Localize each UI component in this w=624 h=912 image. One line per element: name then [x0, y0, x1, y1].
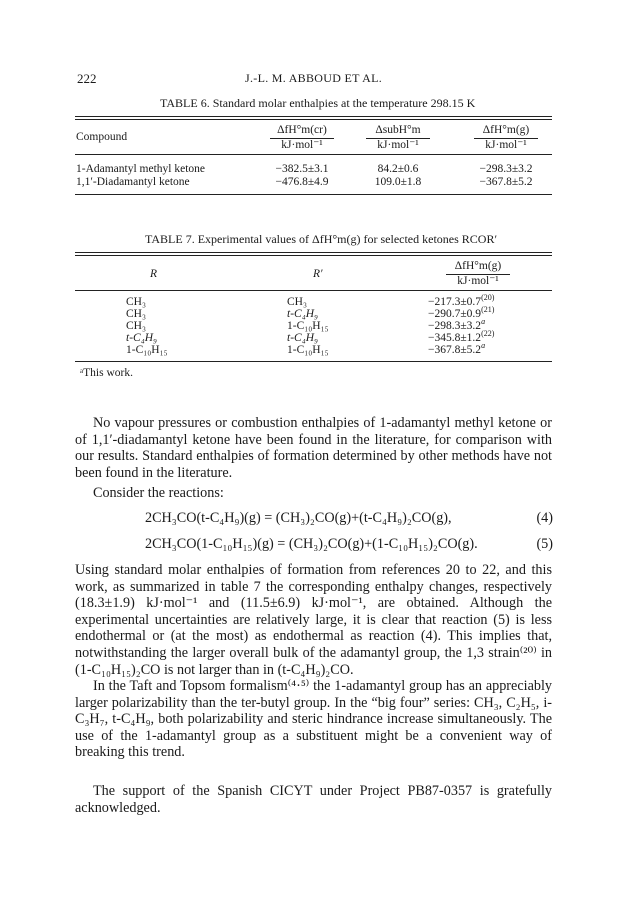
consider-text: Consider the reactions:: [93, 485, 224, 501]
table6-col-cr: ΔfH°m(cr) kJ·mol⁻¹: [262, 124, 342, 152]
table7-col-r: R: [150, 268, 158, 280]
table-row: CH₃ CH₃ $-217.3\pm 0.7^{(20)}$: [126, 293, 495, 308]
equation-4: 2CH₃CO(t-C₄H₉)(g) = (CH₃)₂CO(g)+(t-C₄H₉)₂CO(g), (4): [145, 510, 553, 526]
acknowledgement: The support of the Spanish CICYT under Project PB87-0357 is gratefully acknowledged.: [75, 783, 552, 816]
table-row: CH₃ 1-C₁₀H₁₅ −298.3±3.2$^a$: [126, 317, 486, 332]
table7-caption: TABLE 7. Experimental values of ΔfH°m(g) for selected ketones RCOR′: [145, 232, 498, 246]
table6-col-g: ΔfH°m(g) kJ·mol⁻¹: [466, 124, 546, 152]
table7-bottom-rule: [75, 361, 552, 362]
table6-bottom-rule: [75, 194, 552, 195]
table-row: CH₃ t-C₄H₉ $-290.7\pm 0.9^{(21)}$: [126, 305, 495, 320]
table-row: 1-C₁₀H₁₅ 1-C₁₀H₁₅ −367.8±5.2$^a$: [126, 341, 486, 356]
equation-5: 2CH₃CO(1-C₁₀H₁₅)(g) = (CH₃)₂CO(g)+(1-C₁₀H₁₅)₂CO(g). (5): [145, 536, 553, 552]
paragraph-2: Using standard molar enthalpies of formation from references 20 to 22, and this work, as summarized in table 7 the corresponding enthalpy changes, respectively (18.3±1.9) kJ·mol⁻¹ and (11.5±6.9) kJ·mol⁻¹, are obtained. Although the experimental uncertainties are relatively large, it is clear that reaction (5) is less endothermal or (at the most) as endothermal as reaction (4). This implies that, notwithstanding the larger overall bulk of the adamantyl group, the 1,3 strain⁽²⁰⁾ in (1-C₁₀H₁₅)₂CO is not larger than in (t-C₄H₉)₂CO.: [75, 562, 552, 678]
running-head: J.-L. M. ABBOUD ET AL.: [245, 71, 383, 85]
table7-col-enthalpy: ΔfH°m(g) kJ·mol⁻¹: [438, 260, 518, 288]
table7-footnote: ᵃThis work.: [80, 367, 133, 379]
paragraph-1: No vapour pressures or combustion enthalpies of 1-adamantyl methyl ketone or of 1,1′-diadamantyl ketone have been found in the literature, for comparison with our results. Standard enthalpies of formation determined by other methods have not been found in the literature.: [75, 415, 552, 481]
paragraph-3: In the Taft and Topsom formalism⁽⁴·⁵⁾ the 1-adamantyl group has an appreciably larger polarizability than the ter-butyl group. In the “big four” series: CH₃, C₂H₅, i-C₃H₇, t-C₄H₉, both polarizability and steric hindrance increase simultaneously. The use of the 1-adamantyl group as a substituent might be a convenient way of breaking this trend.: [75, 678, 552, 761]
table6-col-compound: Compound: [76, 131, 128, 143]
table6-col-sub: ΔsubH°m kJ·mol⁻¹: [358, 124, 438, 152]
table6-top-rule: [75, 116, 552, 117]
table7-col-r-prime: R′: [313, 268, 323, 280]
table-row: t-C₄H₉ t-C₄H₉ $-345.8\pm 1.2^{(22)}$: [126, 329, 495, 344]
page-number: 222: [77, 71, 97, 86]
table6-caption: TABLE 6. Standard molar enthalpies at the temperature 298.15 K: [160, 96, 476, 110]
